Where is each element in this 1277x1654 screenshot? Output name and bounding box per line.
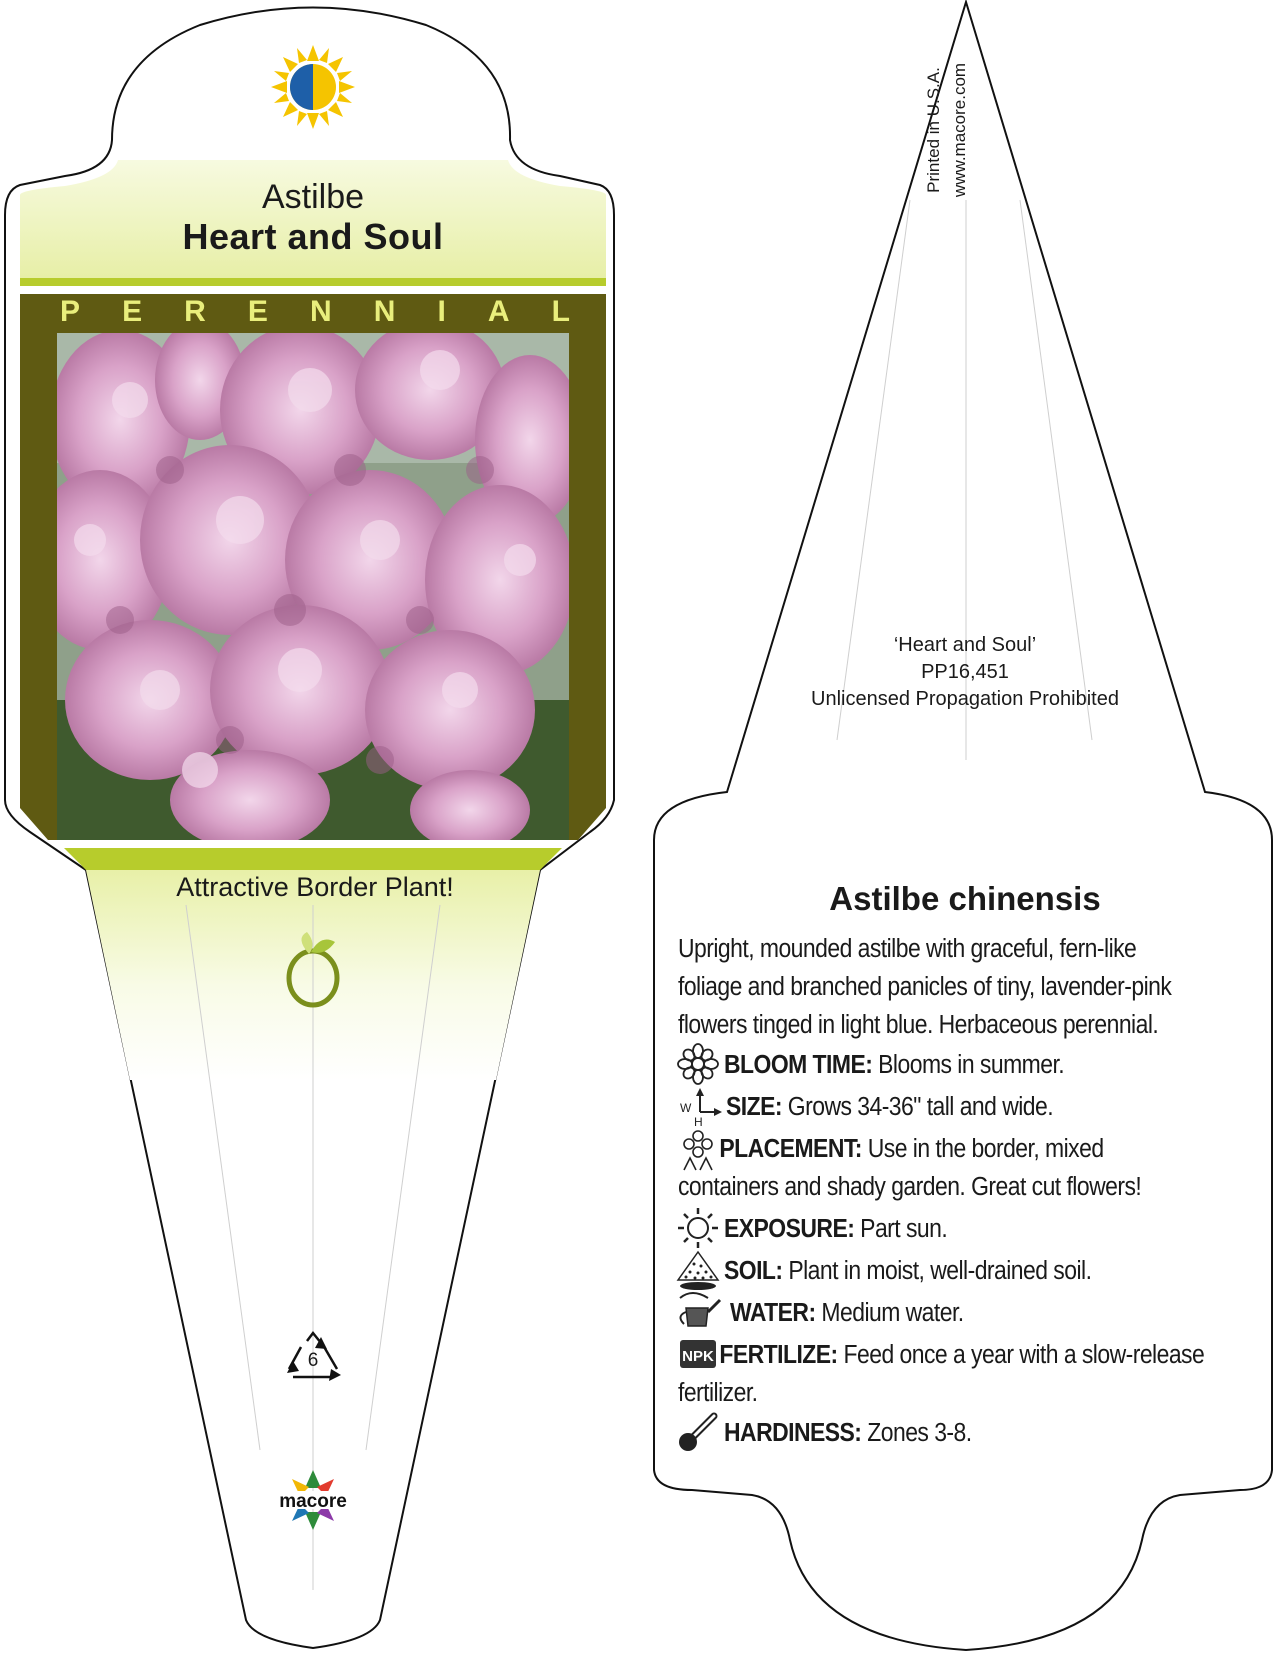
care-label: WATER: — [730, 1299, 816, 1327]
care-hardiness — [724, 1414, 1264, 1452]
band-letter: R — [184, 294, 206, 328]
printed-in-text: Printed in U.S.A. — [924, 67, 943, 193]
care-fertilize — [678, 1336, 1209, 1412]
size-icon-h: H — [694, 1115, 703, 1129]
care-size — [726, 1088, 1266, 1126]
care-label: HARDINESS: — [724, 1419, 862, 1447]
recycle-number: 6 — [307, 1350, 319, 1371]
propagation-warning: Unlicensed Propagation Prohibited — [811, 688, 1119, 710]
band-letter: L — [551, 294, 570, 328]
patent-notice — [780, 632, 1150, 713]
band-letter: E — [247, 294, 268, 328]
care-text: Plant in moist, well-drained soil. — [788, 1257, 1092, 1285]
tagline: Attractive Border Plant! — [176, 872, 454, 902]
care-bloom-time — [724, 1046, 1264, 1084]
care-placement — [678, 1130, 1209, 1206]
band-letter: N — [309, 294, 332, 328]
care-label: EXPOSURE: — [724, 1215, 855, 1243]
npk-icon-text: NPK — [682, 1348, 714, 1365]
perennial-band — [20, 294, 606, 329]
care-exposure — [724, 1210, 1264, 1248]
size-icon-w: W — [680, 1101, 692, 1115]
care-label: SIZE: — [726, 1093, 782, 1121]
care-text: Medium water. — [821, 1299, 964, 1327]
band-letter: I — [437, 294, 446, 328]
species-name: Astilbe chinensis — [829, 880, 1101, 917]
band-letter: P — [60, 294, 81, 328]
care-text: Feed once a year with a slow-release fertilizer. — [678, 1341, 1205, 1407]
care-label: SOIL: — [724, 1257, 783, 1285]
sun-exposure-icon — [271, 45, 355, 129]
patent-cultivar: ‘Heart and Soul’ — [893, 634, 1037, 656]
care-text: Zones 3-8. — [867, 1419, 972, 1447]
care-text: Part sun. — [860, 1215, 948, 1243]
band-letter: E — [122, 294, 143, 328]
patent-number: PP16,451 — [921, 661, 1009, 683]
care-text: Blooms in summer. — [878, 1051, 1065, 1079]
front-cultivar-name: Heart and Soul — [182, 216, 444, 257]
care-text: Grows 34-36" tall and wide. — [787, 1093, 1054, 1121]
astilbe-photo — [30, 320, 585, 850]
care-label: FERTILIZE: — [719, 1341, 838, 1369]
band-letter: N — [373, 294, 396, 328]
print-note — [900, 40, 990, 220]
care-label: PLACEMENT: — [719, 1135, 862, 1163]
macore-logo-text: macore — [279, 1491, 347, 1512]
plant-description: Upright, mounded astilbe with graceful, fern-like foliage and branched panicles of tiny, lavender-pink flowers tinged in light blue. Herbaceous perennial. — [678, 935, 1172, 1039]
care-water — [730, 1294, 1270, 1332]
band-letter: A — [487, 294, 510, 328]
care-soil — [724, 1252, 1264, 1290]
care-label: BLOOM TIME: — [724, 1051, 873, 1079]
front-genus-name: Astilbe — [261, 178, 365, 216]
care-text: Use in the border, mixed containers and shady garden. Great cut flowers! — [678, 1135, 1142, 1201]
website-text: www.macore.com — [950, 62, 969, 198]
